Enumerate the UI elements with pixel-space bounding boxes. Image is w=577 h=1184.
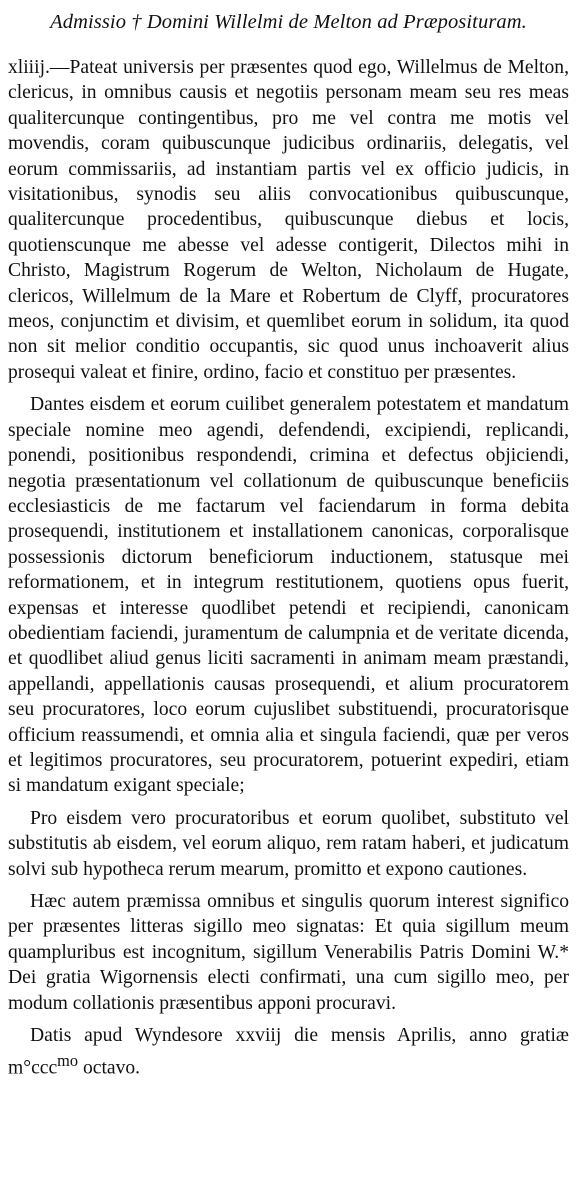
document-heading: Admissio † Domini Willelmi de Melton ad Præposituram. [50,11,527,33]
paragraph-dating: Datis apud Wyndesore xxviij die mensis Aprilis, anno gratiæ m°ccc$^{mo}$ octavo. [8,1025,569,1079]
document-body [8,55,569,1088]
paragraph-powers: Dantes eisdem et eorum cuilibet generalem potestatem et mandatum speciale nomine meo agendi, defendendi, excipiendi, replicandi, ponendi, positionibus respondendi, crimina et defectus objiciendi, negotia præsentationum vel collationum de quibuscunque beneficiis ecclesiasticis de me factarum vel faciendarum in forma debita prosequendi, institutionem et installationem canonicas, corporalisque possessionis dictorum beneficiorum inductionem, statusque mei reformationem, et in integrum restitutionem, quotiens opus fuerit, expensas et interesse quodlibet petendi et recipiendi, canonicam obedientiam faciendi, juramentum de calumpnia et de veritate dicenda, et quodlibet aliud genus liciti sacramenti in animam meam præstandi, appellandi, appellationis causas prosequendi, et alium procuratorem seu procuratores, loco eorum cujuslibet substituendi, procuratorisque officium reassumendi, et omnia alia et singula faciendi, quæ per veros et legitimos procuratores, seu procuratorem, potuerint expediri, etiam si mandatum exigant speciale; [8,394,569,797]
paragraph-sealing: Hæc autem præmissa omnibus et singulis quorum interest significo per præsentes litteras sigillo meo signatas: Et quia sigillum meum quampluribus est incognitum, sigillum Venerabilis Patris Domini W.* Dei gratia Wigornensis electi confirmati, una cum sigillo meo, per modum collationis præsentibus apponi procuravi. [8,891,569,1014]
paragraph-cautions: Pro eisdem vero procuratoribus et eorum quolibet, substituto vel substitutis ab eisdem, vel eorum aliquo, rem ratam haberi, et judicatum solvi sub hypotheca rerum mearum, promitto et expono cautiones. [8,807,569,880]
paragraph-procuration: xliiij.—Pateat universis per præsentes quod ego, Willelmus de Melton, clericus, in omnibus causis et negotiis personam meam seu res meas qualitercunque contingentibus, pro me vel contra me motis vel movendis, coram quibuscunque judicibus ordinariis, delegatis, vel eorum commissariis, ad instantiam partis vel ex officio judicis, in visitationibus, synodis seu aliis convocationibus quibuscunque, qualitercunque procedentibus, quibuscunque diebus et locis, quotienscunque me abesse vel adesse contigerit, Dilectos mihi in Christo, Magistrum Rogerum de Welton, Nicholaum de Hugate, clericos, Willelmum de la Mare et Robertum de Clyff, procuratores meos, conjunctim et divisim, et quemlibet eorum in solidum, ita quod non sit melior conditio occupantis, sic quod unus inchoaverit alius prosequi valeat et finire, ordino, facio et constituo per præsentes. [8,57,569,383]
